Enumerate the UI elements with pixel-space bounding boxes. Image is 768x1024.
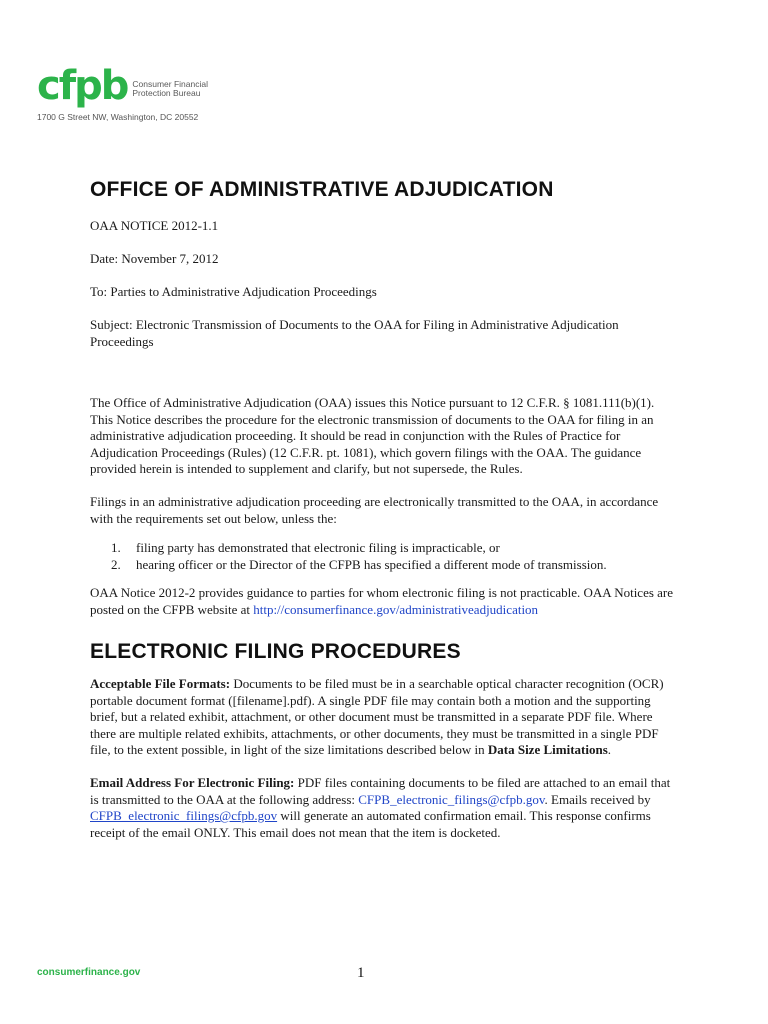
logo-text: [132, 80, 208, 98]
email-label: Email Address For Electronic Filing:: [90, 775, 295, 790]
document-body: [90, 178, 680, 841]
section-title-efp: ELECTRONIC FILING PROCEDURES: [90, 640, 461, 663]
intro-paragraph: The Office of Administrative Adjudication (OAA) issues this Notice pursuant to 12 C.F.R. § 1081.111(b)(1). This Notice describes the procedure for the electronic transmission of documents to the OAA for filing in an administrative adjudication proceeding. It should be read in conjunction with the Rules of Practice for Adjudication Proceedings (Rules) (12 C.F.R. pt. 1081), which govern filings with the OAA. The guidance provided herein is intended to supplement and clarify, but not supersede, the Rules.: [90, 395, 655, 476]
notice-id: OAA NOTICE 2012-1.1: [90, 218, 219, 233]
logo-line-1: Consumer Financial: [132, 79, 208, 89]
email-text-2: . Emails received by: [544, 791, 651, 807]
email-text-3: will generate an automated confirmation email. This response confirms receipt of the email ONLY. This email does not mean that the item is docketed.: [90, 808, 651, 840]
email-link-1[interactable]: CFPB_electronic_filings@cfpb.gov: [358, 791, 545, 807]
address: 1700 G Street NW, Washington, DC 20552: [37, 112, 199, 122]
cfpb-logo: [37, 63, 208, 109]
list-item: 2. hearing officer or the Director of the CFPB has specified a different mode of transmission.: [124, 556, 680, 573]
formats-label: Acceptable File Formats:: [90, 676, 231, 691]
formats-end: .: [607, 742, 612, 757]
page-title: OFFICE OF ADMINISTRATIVE ADJUDICATION: [90, 178, 554, 201]
footer-site: consumerfinance.gov: [37, 967, 141, 978]
website-link[interactable]: http://consumerfinance.gov/administrativeadjudication: [253, 601, 539, 617]
formats-paragraph: [90, 676, 680, 759]
logo-mark: cfpb: [37, 63, 128, 109]
list-item: 1. filing party has demonstrated that electronic filing is impracticable, or: [124, 539, 680, 556]
email-link-2[interactable]: CFPB_electronic_filings@cfpb.gov: [90, 808, 278, 823]
exceptions-list: [90, 539, 680, 573]
logo-line-2: Protection Bureau: [132, 88, 201, 98]
page-number: 1: [357, 965, 365, 981]
notice-text: OAA Notice 2012-2 provides guidance to parties for whom electronic filing is not practicable. OAA Notices are posted on the CFPB website at: [90, 585, 674, 617]
formats-text: Documents to be filed must be in a searchable optical character recognition (OCR) portable document format ([filename].pdf). A single PDF file may contain both a motion and the supporting brief, but a related exhibit, attachment, or other document must be transmitted in a separate PDF file. Where there are multiple related exhibits, attachments, or other documents, they must be transmitted in a single PDF file, to the extent possible, in light of the size limitations described below in: [90, 676, 664, 757]
notice-date: Date: November 7, 2012: [90, 251, 219, 266]
email-paragraph: [90, 775, 680, 841]
notice-to: To: Parties to Administrative Adjudication Proceedings: [90, 284, 377, 299]
notice-paragraph: [90, 585, 680, 618]
email-text-1: PDF files containing documents to be filed are attached to an email that is transmitted to the OAA at the following address:: [90, 775, 671, 807]
formats-ref: Data Size Limitations: [487, 742, 608, 757]
notice-subject: Subject: Electronic Transmission of Documents to the OAA for Filing in Administrative Adjudication Proceedings: [90, 317, 619, 349]
filings-paragraph: Filings in an administrative adjudication proceeding are electronically transmitted to the OAA, in accordance with the requirements set out below, unless the:: [90, 494, 659, 526]
